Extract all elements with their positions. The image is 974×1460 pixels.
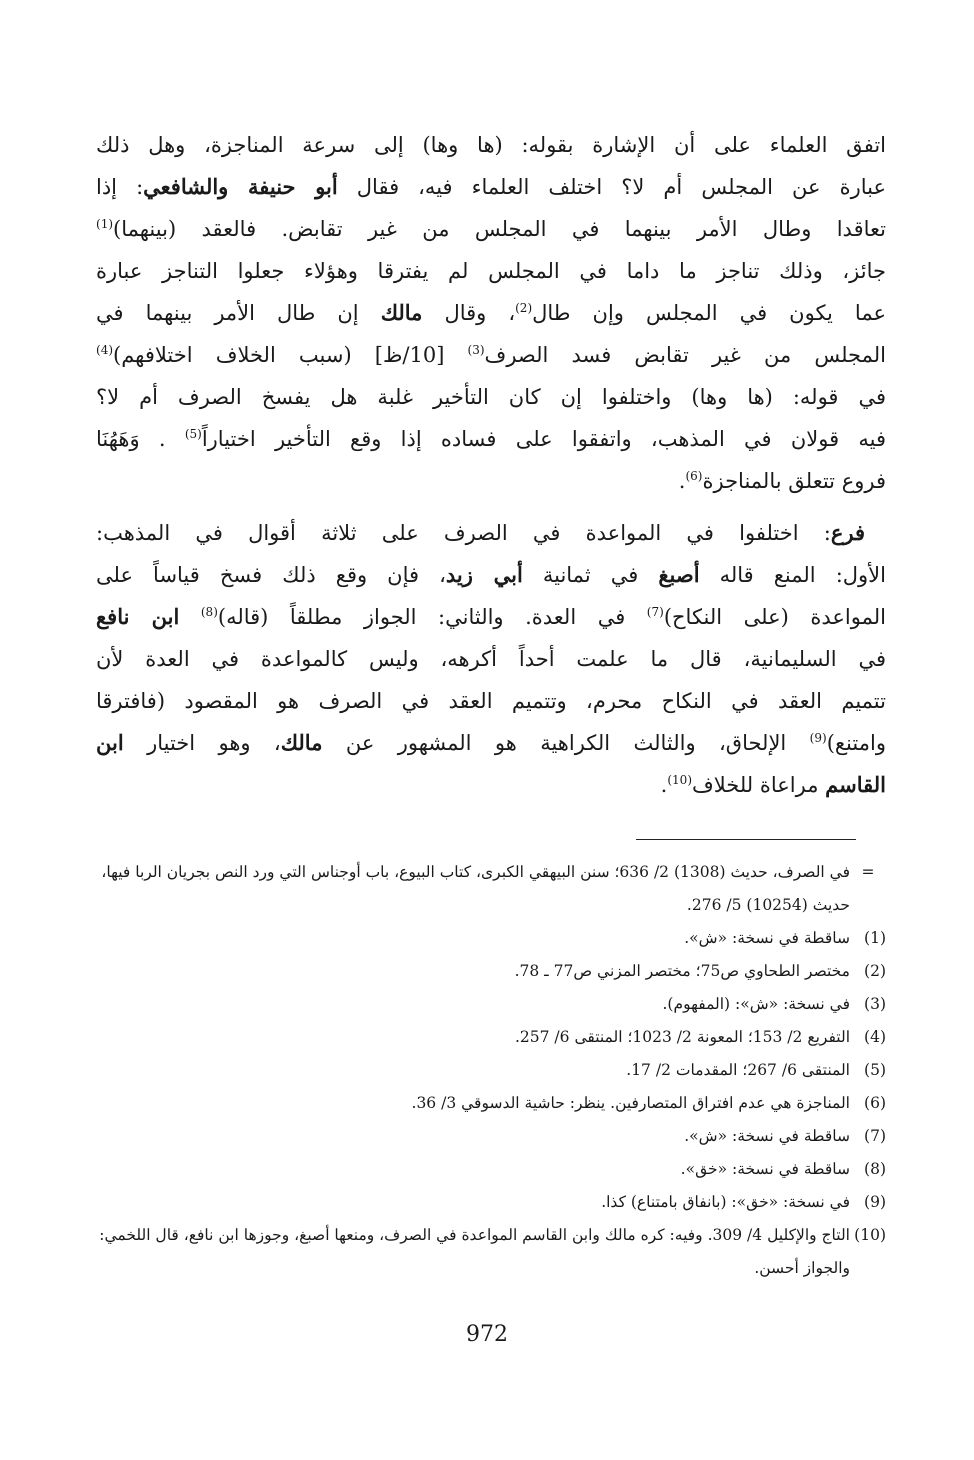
paragraph-1 (96, 124, 886, 502)
text-line: وامتنع)$^{(9)}$ الإلحاق، والثالث الكراهية هو المشهور عن مالك، وهو اختيار ابن (96, 730, 886, 755)
footnote-number: (4) (864, 1028, 886, 1046)
footnote-text: في نسخة: «ش»: (المفهوم). (662, 995, 850, 1013)
footnote-number: (5) (864, 1061, 886, 1079)
paragraph-2 (96, 512, 886, 806)
footnote-text: ساقطة في نسخة: «ش». (684, 1127, 850, 1145)
text-line: اتفق العلماء على أن الإشارة بقوله: (ها وها) إلى سرعة المناجزة، وهل ذلك (96, 133, 886, 157)
footnote-text: في الصرف، حديث (1308) 2/ 636؛ سنن البيهقي الكبرى، كتاب البيوع، باب أوجناس التي ورد النص بجريان الربا فيها، حديث (10254) 5/ 276. (101, 863, 850, 914)
footnote-ref: (7) (646, 605, 664, 619)
text-line: فيه قولان في المذهب، واتفقوا على فساده إذا وقع التأخير اختياراً$^{(5)}$ . وَهَهُنَا (96, 427, 886, 451)
footnote-ref: (6) (685, 469, 703, 483)
footnote-divider (636, 839, 856, 840)
footnote-item (96, 1087, 886, 1120)
main-text (96, 124, 886, 806)
footnote-text: التفريع 2/ 153؛ المعونة 2/ 1023؛ المنتقى 6/ 257. (514, 1028, 850, 1046)
text-line: في قوله: (ها وها) واختلفوا إن كان التأخير غلبة هل يفسخ الصرف أم لا؟ (96, 385, 886, 409)
footnote-number: (8) (864, 1160, 886, 1178)
footnote-item (96, 988, 886, 1021)
footnote-ref: (1) (96, 217, 114, 231)
text-line: فروع تتعلق بالمناجزة$^{(6)}$. (678, 469, 886, 493)
footnote-number: (3) (864, 995, 886, 1013)
text-line: تتميم العقد في النكاح محرم، وتتميم العقد في الصرف هو المقصود (فافترقا (96, 689, 886, 713)
footnote-number: (6) (864, 1094, 886, 1112)
footnote-text: ساقطة في نسخة: «خق». (680, 1160, 850, 1178)
footnote-text: ساقطة في نسخة: «ش». (684, 929, 850, 947)
text-line: تعاقدا وطال الأمر بينهما في المجلس من غير تقابض. فالعقد (بينهما)$^{(1)}$ (96, 217, 886, 241)
text-line: المجلس من غير تقابض فسد الصرف$^{(3)}$ [10/ظ] (سبب الخلاف اختلافهم)$^{(4)}$ (96, 343, 886, 367)
text-line: القاسم مراعاة للخلاف$^{(10)}$. (660, 772, 886, 797)
footnote-number: (1) (864, 929, 886, 947)
footnote-text: مختصر الطحاوي ص75؛ مختصر المزني ص77 ـ 78. (514, 962, 850, 980)
text-line: فرع: اختلفوا في المواعدة في الصرف على ثلاثة أقوال في المذهب: (96, 520, 865, 545)
footnote-number: (2) (864, 962, 886, 980)
footnote-item (96, 1054, 886, 1087)
footnote-item (96, 1153, 886, 1186)
footnote-text: التاج والإكليل 4/ 309. وفيه: كره مالك وابن القاسم المواعدة في الصرف، ومنعها أصبغ، وجوزها ابن نافع، قال اللخمي: والجواز أحسن. (99, 1226, 850, 1277)
footnote-ref: (10) (667, 773, 692, 787)
footnote-item (96, 1219, 886, 1285)
text-line: الأول: المنع قاله أصبغ في ثمانية أبي زيد، فإن وقع ذلك فسخ قياساً على (96, 562, 886, 587)
footnote-ref: (4) (96, 343, 114, 357)
page-number: 972 (466, 1322, 508, 1347)
footnote-number: (9) (864, 1193, 886, 1211)
footnote-item (96, 1021, 886, 1054)
footnote-text: المناجزة هي عدم افتراق المتصارفين. ينظر: حاشية الدسوقي 3/ 36. (411, 1094, 850, 1112)
footnote-number: (10) (854, 1226, 886, 1244)
text-line: المواعدة (على النكاح)$^{(7)}$ في العدة. والثاني: الجواز مطلقاً (قاله)$^{(8)}$ ابن نافع (96, 604, 886, 629)
footnote-item (96, 1186, 886, 1219)
footnote-ref: (2) (515, 301, 533, 315)
footnote-item (96, 856, 886, 922)
footnote-item (96, 955, 886, 988)
footnote-number: = (861, 863, 875, 881)
text-line: جائز، وذلك تناجز ما داما في المجلس لم يفترقا وهؤلاء جعلوا التناجز عبارة (96, 259, 886, 283)
footnotes (96, 856, 886, 1285)
text-line: في السليمانية، قال ما علمت أحداً أكرهه، وليس كالمواعدة في العدة لأن (96, 647, 886, 671)
footnote-number: (7) (864, 1127, 886, 1145)
footnote-ref: (9) (809, 731, 827, 745)
text-line: عبارة عن المجلس أم لا؟ اختلف العلماء فيه، فقال أبو حنيفة والشافعي: إذا (96, 174, 886, 199)
footnote-ref: (3) (467, 343, 485, 357)
footnote-text: المنتقى 6/ 267؛ المقدمات 2/ 17. (626, 1061, 850, 1079)
text-line: عما يكون في المجلس وإن طال$^{(2)}$، وقال مالك إن طال الأمر بينهما في (96, 300, 886, 325)
footnote-ref: (5) (184, 427, 202, 441)
footnote-ref: (8) (200, 605, 218, 619)
footnote-item (96, 1120, 886, 1153)
footnote-text: في نسخة: «خق»: (بانفاق بامتناع) كذا. (601, 1193, 850, 1211)
footnote-item (96, 922, 886, 955)
